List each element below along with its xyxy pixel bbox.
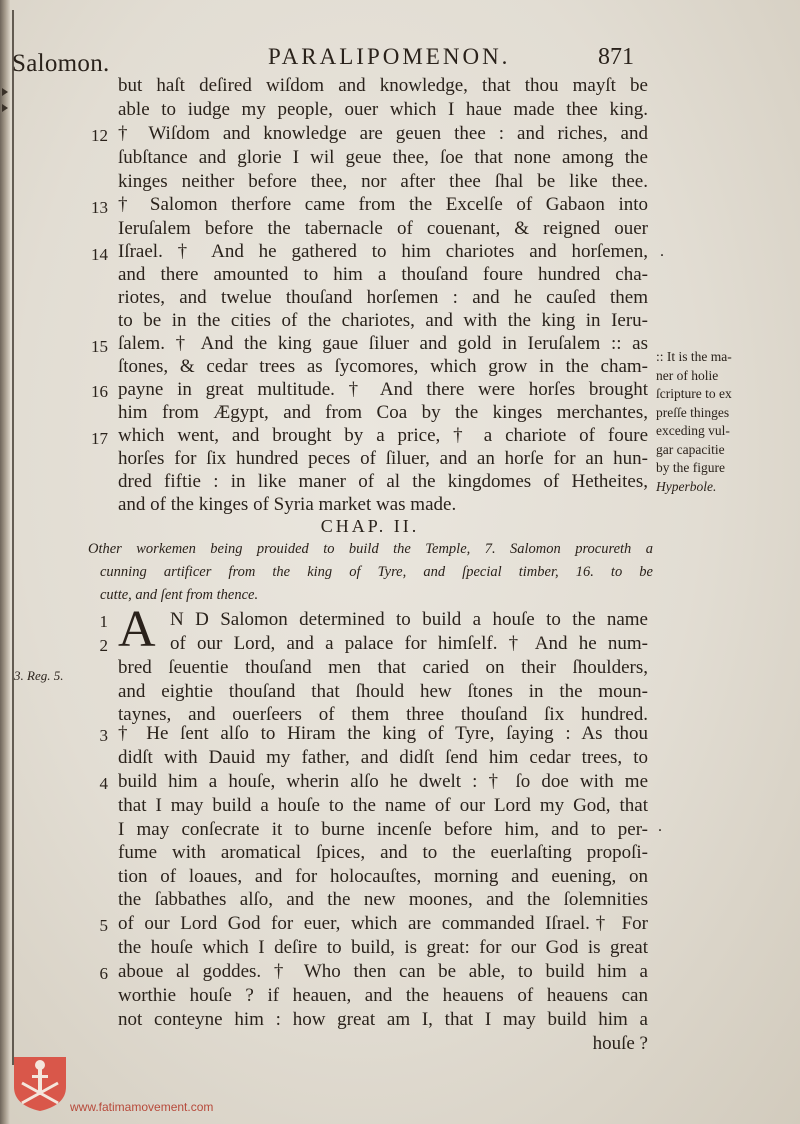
text-line: kinges neither before thee, nor after thee ſhal be like thee.	[118, 171, 648, 192]
margin-mark-icon	[2, 88, 10, 96]
margin-note-line: ner of holie	[656, 367, 719, 383]
text-line: but haſt deſired wiſdom and knowledge, that thou mayſt be	[118, 75, 648, 96]
margin-dot: .	[660, 243, 664, 260]
text-line: that I may build a houſe to the name of our Lord my God, that	[118, 795, 648, 816]
text-line: the houſe which I deſire to build, is great: for our God is great	[118, 937, 648, 958]
text-line: houſe ?	[592, 1033, 648, 1054]
text-line: didſt with Dauid my father, and didſt ſend him cedar trees, to	[118, 747, 648, 768]
verse-number: 12	[91, 126, 108, 145]
chapter-summary-line: cunning artificer from the king of Tyre, and ſpecial timber, 16. to be	[100, 564, 653, 580]
text-line: able to iudge my people, ouer which I haue made thee king.	[118, 99, 648, 120]
verse-number: 4	[99, 774, 108, 793]
verse-number: 2	[99, 636, 108, 655]
text-line: ſtones, & cedar trees as ſycomores, which grow in the cham-	[118, 356, 648, 377]
text-line: and of the kinges of Syria market was made.	[118, 494, 457, 515]
margin-rule	[12, 10, 14, 1065]
text-line: aboue al goddes. † Who then can be able, to build him a	[118, 961, 648, 982]
page-number: 871	[598, 44, 634, 70]
text-line: taynes, and ouerſeers of them three thouſand ſix hundred.	[118, 704, 648, 725]
verse-number: 17	[91, 429, 108, 448]
verse-number: 15	[91, 337, 108, 356]
text-line: † Salomon therfore came from the Excelſe of Gabaon into	[118, 194, 648, 215]
text-line: not conteyne him : how great am I, that I may build him a	[118, 1009, 648, 1030]
margin-note-line: :: It is the ma-	[656, 349, 732, 364]
text-line: and eightie thouſand that ſhould hew ſtones in the moun-	[118, 681, 648, 702]
text-line: payne in great multitude. † And there were horſes brought	[118, 379, 648, 400]
chapter-summary-line: Other workemen being prouided to build the Temple, 7. Salomon procureth a	[88, 541, 653, 557]
margin-note-line: by the figure	[656, 460, 725, 475]
chapter-summary-line: cutte, and ſent from thence.	[100, 587, 259, 603]
margin-dot: .	[658, 818, 662, 835]
margin-cross-reference: 3. Reg. 5.	[14, 668, 64, 683]
verse-number: 1	[99, 612, 108, 631]
text-line: N D Salomon determined to build a houſe to the name	[170, 609, 648, 630]
text-line: † Wiſdom and knowledge are geuen thee : and riches, and	[118, 123, 648, 144]
verse-number: 5	[99, 916, 108, 935]
margin-mark-icon	[2, 104, 10, 112]
text-line: riotes, and twelue thouſand horſemen : and he cauſed them	[118, 287, 648, 308]
margin-note-line: exceding vul-	[656, 423, 730, 438]
papal-keys-logo-icon	[12, 1053, 68, 1113]
text-line: of our Lord God for euer, which are commanded Iſrael.† For	[118, 913, 648, 934]
margin-note-line: Hyperbole.	[656, 478, 717, 494]
verse-number: 13	[91, 198, 108, 217]
margin-note-line: ſcripture to ex	[656, 386, 732, 401]
drop-cap: A	[118, 601, 156, 658]
text-line: Iſrael. † And he gathered to him chariotes and horſemen,	[118, 241, 648, 262]
running-head-left: Salomon.	[12, 50, 110, 77]
text-line: ſubſtance and glorie I wil geue thee, ſoe that none among the	[118, 147, 648, 168]
text-line: build him a houſe, wherin alſo he dwelt : † ſo doe with me	[118, 771, 648, 792]
text-line: horſes for ſix hundred peces of ſiluer, and an horſe for an hun-	[118, 448, 648, 469]
margin-note	[656, 348, 766, 496]
verse-number: 3	[99, 726, 108, 745]
text-line: Ieruſalem before the tabernacle of couenant, & reigned ouer	[118, 218, 648, 239]
text-line: dred fiftie : in like maner of al the kingdomes of Hetheites,	[118, 471, 648, 492]
text-line: bred ſeuentie thouſand men that caried on their ſhoulders,	[118, 657, 648, 678]
text-line: † He ſent alſo to Hiram the king of Tyre, ſaying : As thou	[118, 723, 648, 744]
verse-number: 6	[99, 964, 108, 983]
margin-note-line: preſſe thinges	[656, 404, 730, 420]
text-line: worthie houſe ? if heauen, and the heauens of heauens can	[118, 985, 648, 1006]
book-spine-shadow	[0, 0, 10, 1124]
footer-url: www.fatimamovement.com	[70, 1100, 214, 1114]
text-line: him from Ægypt, and from Coa by the kinges merchantes,	[118, 402, 648, 423]
text-line: tion of loaues, and for holocauſtes, morning and euening, on	[118, 866, 648, 887]
text-line: the ſabbathes alſo, and the new moones, and the ſolemnities	[118, 889, 648, 910]
text-line: I may conſecrate it to burne incenſe before him, and to per-	[118, 819, 648, 840]
text-line: fume with aromatical ſpices, and to the euerlaſting propoſi-	[118, 842, 648, 863]
text-line: and there amounted to him a thouſand foure hundred cha-	[118, 264, 648, 285]
text-line: of our Lord, and a palace for himſelf. † And he num-	[170, 633, 648, 654]
text-line: to be in the cities of the chariotes, and with the king in Ieru-	[118, 310, 648, 331]
verse-number: 16	[91, 382, 108, 401]
verse-number: 14	[91, 245, 108, 264]
text-line: ſalem. † And the king gaue ſiluer and gold in Ieruſalem :: as	[118, 333, 648, 354]
margin-note-line: gar capacitie	[656, 441, 725, 457]
text-line: which went, and brought by a price, † a chariote of foure	[118, 425, 648, 446]
running-head-title: PARALIPOMENON.	[268, 44, 511, 69]
chapter-heading: CHAP. II.	[320, 516, 420, 536]
